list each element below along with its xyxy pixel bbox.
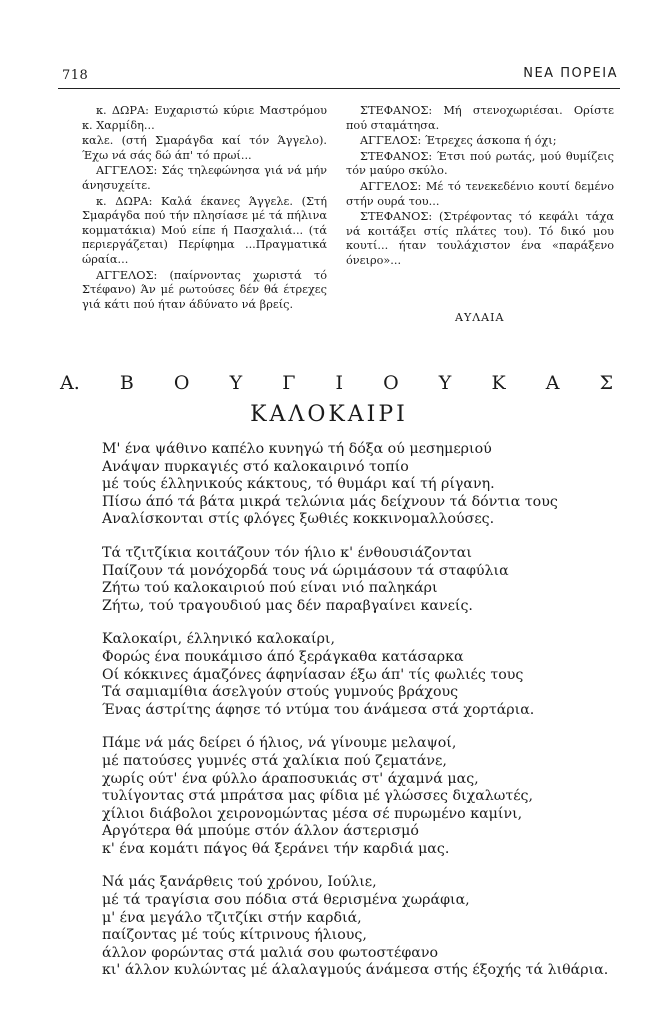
curtain-signature: ΑΥΛΑΙΑ	[455, 311, 505, 324]
poem-line: μέ τούς έλληνικούς κάκτους, τό θυμάρι καί τή ρίγανη.	[102, 476, 495, 493]
author-letter: Γ	[282, 372, 296, 394]
poem-line: χίλιοι διάβολοι χειρονομώντας μέσα σέ πυρωμένο καμίνι,	[102, 805, 523, 822]
dialogue-right-column	[346, 104, 614, 270]
poem-line: χωρίς ούτ' ένα φύλλο άραποσυκιάς στ' άχαμνά μας,	[102, 770, 479, 787]
dialogue-paragraph: ΑΓΓΕΛΟΣ: (παίρνοντας χωριστά τό Στέφανο) Άν μέ ρωτούσες δέν θά έτρεχες γιά κάτι πού ήταν άδύνατο νά βρείς.	[82, 268, 327, 311]
poem-line: Οί κόκκινες άμαζόνες άφηνίασαν έξω άπ' τίς φωλιές τους	[102, 666, 524, 683]
dialogue-paragraph: ΣΤΕΦΑΝΟΣ: Μή στενοχωριέσαι. Ορίστε πού σταμάτησα.	[346, 104, 614, 132]
author-letter: Κ	[491, 372, 506, 394]
poem-line: μέ τά τραγίσια σου πόδια στά θερισμένα χωράφια,	[102, 892, 470, 909]
dialogue-paragraph: ΣΤΕΦΑΝΟΣ: Έτσι πού ρωτάς, μού θυμίζεις τόν μαύρο σκύλο.	[346, 149, 614, 178]
dialogue-paragraph: ΑΓΓΕΛΟΣ: Έτρεχες άσκοπα ή όχι;	[360, 134, 557, 148]
dialogue-paragraph: ΑΓΓΕΛΟΣ: Σάς τηλεφώνησα γιά νά μήν άνησυχείτε.	[82, 164, 327, 192]
author-letter: Ι	[335, 372, 344, 394]
dialogue-paragraph: καλε. (στή Σμαράγδα καί τόν Άγγελο). Έχω νά σάς δώ άπ' τό πρωί...	[82, 134, 327, 162]
poem-line: άλλον φορώντας στά μαλιά σου φωτοστέφανο	[102, 944, 439, 961]
poem-line: Τά τζιτζίκια κοιτάζουν τόν ήλιο κ' ένθουσιάζονται	[102, 544, 472, 561]
poem-line: Φορώς ένα πουκάμισο άπό ξεράγκαθα κατάσαρκα	[102, 648, 464, 665]
poem-line: Ζήτω τού καλοκαιριού πού είναι νιό παληκάρι	[102, 580, 438, 597]
poem-title: ΚΑΛΟΚΑΙΡΙ	[250, 402, 408, 427]
page-number: 718	[62, 68, 89, 83]
author-letter: Υ	[438, 372, 452, 394]
poem-line: τυλίγοντας στά μπράτσα μας φίδια μέ γλώσσες διχαλωτές,	[102, 788, 534, 805]
poem-line: Πίσω άπό τά βάτα μικρά τελώνια μάς δείχνουν τά δόντια τους	[102, 493, 558, 510]
dialogue-paragraph: ΑΓΓΕΛΟΣ: Μέ τό τενεκεδένιο κουτί δεμένο στήν ουρά του...	[346, 179, 614, 208]
poem-line: Καλοκαίρι, έλληνικό καλοκαίρι,	[102, 631, 335, 648]
poem-line: Πάμε νά μάς δείρει ό ήλιος, νά γίνουμε μελαψοί,	[102, 735, 457, 752]
poem-line: Ένας άστρίτης άφησε τό ντύμα του άνάμεσα στά χορτάρια.	[102, 701, 535, 718]
poem-stanza	[102, 874, 642, 980]
poem-stanza	[102, 735, 642, 858]
poem-line: Αναλίσκονται στίς φλόγες ξωθιές κοκκινομαλλούσες.	[102, 511, 495, 528]
dialogue-left-column	[82, 104, 327, 313]
author-letter: Α.	[60, 372, 80, 394]
header-rule	[58, 88, 620, 89]
dialogue-paragraph: κ. ΔΩΡΑ: Ευχαριστώ κύριε Μαστρόμου κ. Χαρμίδη...	[82, 104, 327, 132]
dialogue-paragraph: ΣΤΕΦΑΝΟΣ: (Στρέφοντας τό κεφάλι τάχα νά κοιτάξει στίς πλάτες του). Τό δικό μου κουτί... ήταν τουλάχιστον ένα «παράξενο όνειρο»...	[346, 210, 614, 267]
poem-stanza	[102, 631, 642, 719]
poem-body	[102, 441, 642, 996]
author-letter: Β	[119, 372, 134, 394]
poem-line: Παίζουν τά μονόχορδά τους νά ώριμάσουν τά σταφύλια	[102, 562, 509, 579]
poem-line: μ' ένα μεγάλο τζιτζίκι στήν καρδιά,	[102, 909, 362, 926]
author-letter: Υ	[229, 372, 243, 394]
poem-line: μέ πατούσες γυμνές στά χαλίκια πού ζεματάνε,	[102, 752, 447, 769]
poem-line: Αργότερα θά μπούμε στόν άλλον άστερισμό	[102, 823, 419, 840]
poem-line: παίζοντας μέ τούς κίτρινους ήλιους,	[102, 927, 367, 944]
poem-stanza	[102, 441, 642, 529]
poem-stanza	[102, 545, 642, 615]
poem-author	[60, 372, 613, 394]
poem-line: Ζήτω, τού τραγουδιού μας δέν παραβγαίνει κανείς.	[102, 597, 473, 614]
author-letter: Ο	[173, 372, 190, 394]
poem-line: Μ' ένα ψάθινο καπέλο κυνηγώ τή δόξα ού μεσημεριού	[102, 441, 492, 457]
author-letter: Σ	[599, 372, 613, 394]
poem-line: Νά μάς ξανάρθεις τού χρόνου, Ιούλιε,	[102, 874, 377, 891]
poem-line: κι' άλλον κυλώντας μέ άλαλαγμούς άνάμεσα στής έξοχής τά λιθάρια.	[102, 962, 609, 979]
poem-line: κ' ένα κομάτι πάγος θά ξεράνει τήν καρδιά μας.	[102, 840, 450, 857]
dialogue-paragraph: κ. ΔΩΡΑ: Καλά έκανες Άγγελε. (Στή Σμαράγδα πού τήν πλησίασε μέ τά πήλινα κομματάκια) Μού είπε ή Πασχαλιά... (τά περιεργάζεται) Περίφημα ...Πραγματικά ώραία...	[82, 194, 327, 266]
author-letter: Ο	[383, 372, 399, 394]
author-letter: Α	[545, 372, 560, 394]
poem-line: Ανάψαν πυρκαγιές στό καλοκαιρινό τοπίο	[102, 458, 409, 475]
journal-title: ΝΕΑ ΠΟΡΕΙΑ	[523, 66, 618, 81]
poem-line: Τά σαμιαμίθια άσελγούν στούς γυμνούς βράχους	[102, 684, 459, 701]
